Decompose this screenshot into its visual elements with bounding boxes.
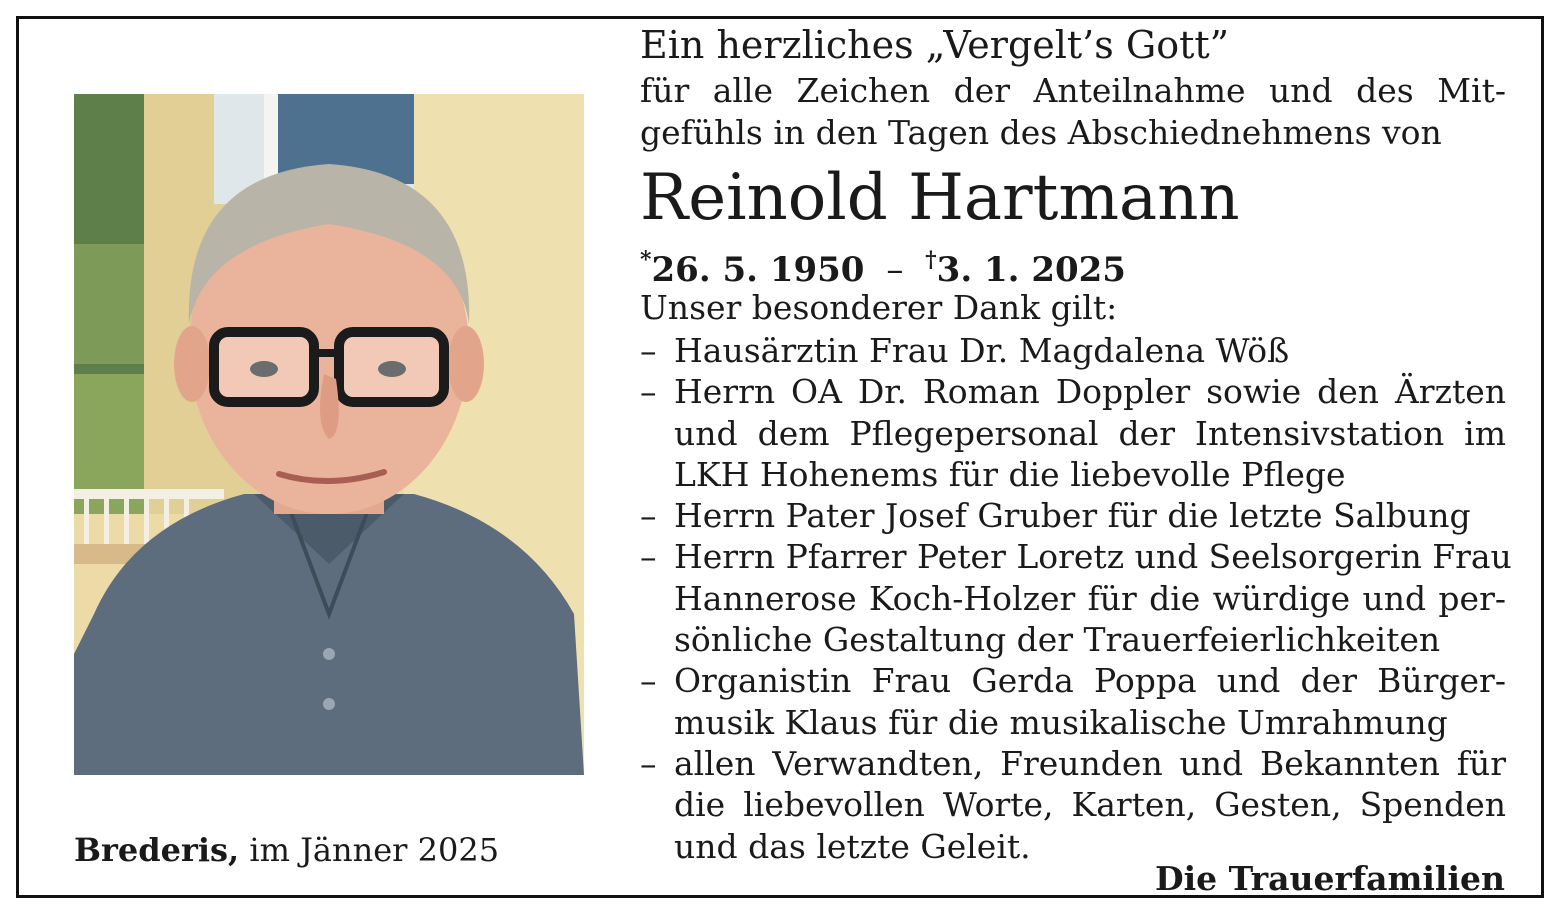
thanks-item	[640, 660, 1506, 743]
thanks-item-line: Hausärztin Frau Dr. Magdalena Wöß	[674, 331, 1290, 370]
death-cross-symbol: †	[925, 247, 937, 273]
thanks-item-line: die liebevollen Worte, Karten, Gesten, Spenden	[674, 785, 1506, 825]
portrait-illustration	[74, 94, 584, 775]
thanks-item-line: allen Verwandten, Freunden und Bekannten für	[674, 743, 1506, 783]
thanks-item	[640, 330, 1506, 371]
thanks-item-line: sönliche Gestaltung der Trauerfeierlichkeiten	[674, 620, 1441, 660]
date-separator: –	[886, 250, 904, 290]
birth-date: 26. 5. 1950	[651, 250, 865, 290]
thanks-item	[640, 743, 1506, 867]
deceased-name: Reinold Hartmann	[640, 161, 1240, 235]
thanks-item-line: Organistin Frau Gerda Poppa und der Bürger-	[674, 661, 1506, 701]
portrait-photo	[74, 94, 584, 775]
intro-text	[640, 70, 1506, 154]
thanks-item-line: und das letzte Geleit.	[674, 826, 1031, 866]
dash-bullet: –	[640, 743, 657, 783]
intro-line: für alle Zeichen der Anteilnahme und des Mit-	[640, 71, 1506, 110]
thanks-item-line: musik Klaus für die musikalische Umrahmung	[674, 702, 1448, 742]
death-date: 3. 1. 2025	[936, 250, 1126, 290]
intro-line: gefühls in den Tagen des Abschiednehmens von	[640, 113, 1442, 152]
signature: Die Trauerfamilien	[1154, 859, 1505, 898]
thanks-item	[640, 371, 1506, 495]
life-dates	[640, 236, 1506, 294]
thanks-item-line: und dem Pflegepersonal der Intensivstation im	[674, 413, 1506, 453]
thanks-item	[640, 495, 1506, 536]
thanks-list	[640, 330, 1512, 867]
dash-bullet: –	[640, 496, 657, 536]
birth-star-symbol: *	[640, 247, 652, 273]
place-name: Brederis,	[74, 831, 240, 869]
dash-bullet: –	[640, 331, 657, 370]
place-and-date	[74, 830, 499, 870]
thanks-item-line: Herrn OA Dr. Roman Doppler sowie den Ärzten	[674, 372, 1506, 412]
thanks-intro: Unser besonderer Dank gilt:	[640, 288, 1118, 327]
thanks-item	[640, 536, 1512, 660]
month-year: im Jänner 2025	[239, 831, 500, 869]
thanks-item-line: Hannerose Koch-Holzer für die würdige und per-	[674, 578, 1506, 618]
dash-bullet: –	[640, 537, 657, 577]
thanks-item-line: LKH Hohenems für die liebevolle Pflege	[674, 454, 1346, 494]
dash-bullet: –	[640, 661, 657, 701]
dash-bullet: –	[640, 372, 657, 412]
thanks-item-line: Herrn Pfarrer Peter Loretz und Seelsorgerin Frau	[674, 537, 1512, 577]
thanks-item-line: Herrn Pater Josef Gruber für die letzte Salbung	[674, 496, 1471, 536]
thanks-heading: Ein herzliches „Vergelt’s Gott”	[640, 23, 1230, 67]
